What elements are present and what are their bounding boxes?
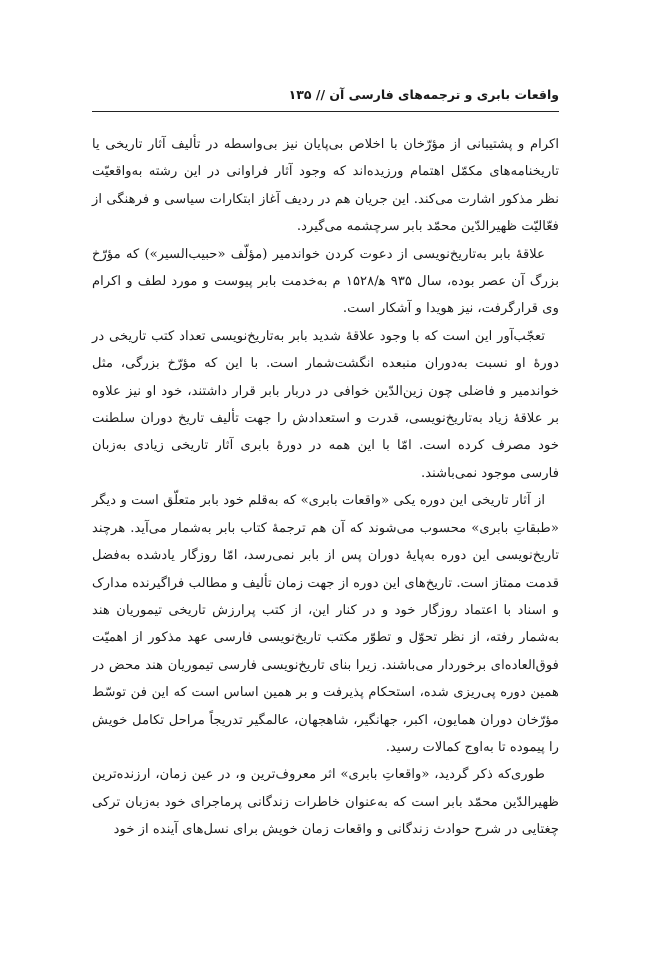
paragraph: علاقهٔ بابر به‌تاریخ‌نویسی از دعوت کردن خواندمیر (مؤلّف «حبیب‌السیر») که مؤرّخ بزرگ آن عصر بوده، سال ۹۳۵ ه‍/۱۵۲۸ م به‌خدمت بابر پیوست و مورد لطف و اکرام وی قرارگرفت، نیز هویدا و آشکار است.: [92, 246, 559, 317]
paragraph: طوری‌که ذکر گردید، «واقعاتِ بابری» اثر معروف‌ترین و، در عین زمان، ارزنده‌ترین ظهیرالدّین محمّد بابر است که به‌عنوان خاطرات زندگانی پرماجرای خود به‌زبان ترکی چغتایی در شرح حوادث زندگانی و واقعات زمان خویش برای نسل‌های آینده از خود: [92, 767, 559, 838]
paragraph: تعجّب‌آور این است که با وجود علاقهٔ شدید بابر به‌تاریخ‌نویسی تعداد کتب تاریخی در دورهٔ او نسبت به‌دوران منبعده انگشت‌شمار است. با این که مؤرّخ بزرگی، مثل خواندمیر و فاضلی چون زین‌الدّین خوافی در دربار بابر قرار داشتند، خود او نیز علاوه بر علاقهٔ زیاد به‌تاریخ‌نویسی، قدرت و استعدادش را جهت تألیف تاریخ دوران سلطنت خود مصرف کرده است. امّا با این همه در دورهٔ بابری آثار تاریخی زیادی به‌زبان فارسی موجود نمی‌باشند.: [92, 328, 559, 481]
body-text: [92, 131, 559, 844]
paragraph: از آثار تاریخی این دوره یکی «واقعات بابری» که به‌قلم خود بابر متعلّق است و دیگر «طبقاتِ بابری» محسوب می‌شوند که آن هم ترجمهٔ کتاب بابر به‌شمار می‌آید. هرچند تاریخ‌نویسی این دوره به‌پایهٔ دوران پس از بابر نمی‌رسد، امّا روزگار یادشده به‌فضل قدمت ممتاز است. تاریخ‌های این دوره از جهت زمان تألیف و مطالب فراگیرنده مدارک و اسناد با اعتماد روزگار خود و در کنار این، از کتب پرارزش تاریخی تیموریان هند به‌شمار رفته، از نظر تحوّل و تطوّر مکتب تاریخ‌نویسی فارسی عهد مذکور از اهمیّت فوق‌العاده‌ای برخوردار می‌باشند. زیرا بنای تاریخ‌نویسی فارسی تیموریان هند محض در همین دوره پی‌ریزی شده، استحکام پذیرفت و بر همین اساس است که این فن توسّط مؤرّخان دوران همایون، اکبر، جهانگیر، شاهجهان، عالمگیر تدریجاً مراحل تکامل خویش را پیموده تا به‌اوج کمالات رسید.: [92, 493, 559, 755]
header-divider: [92, 111, 559, 112]
paragraph: اکرام و پشتیبانی از مؤرّخان با اخلاص بی‌پایان نیز بی‌واسطه در تألیف آثار تاریخی یا تاریخنامه‌های مکمّل اهتمام ورزیده‌اند که وجود آثار فراوانی در این رشته به‌واقعیّت نظر مذکور اشارت می‌کند. این جریان هم در ردیف آغاز ابتکارات سیاسی و فرهنگی از فعّالیّت ظهیرالدّین محمّد بابر سرچشمه می‌گیرد.: [92, 137, 559, 235]
running-header: واقعات بابری و ترجمه‌های فارسی آن // ۱۳۵: [288, 87, 559, 102]
